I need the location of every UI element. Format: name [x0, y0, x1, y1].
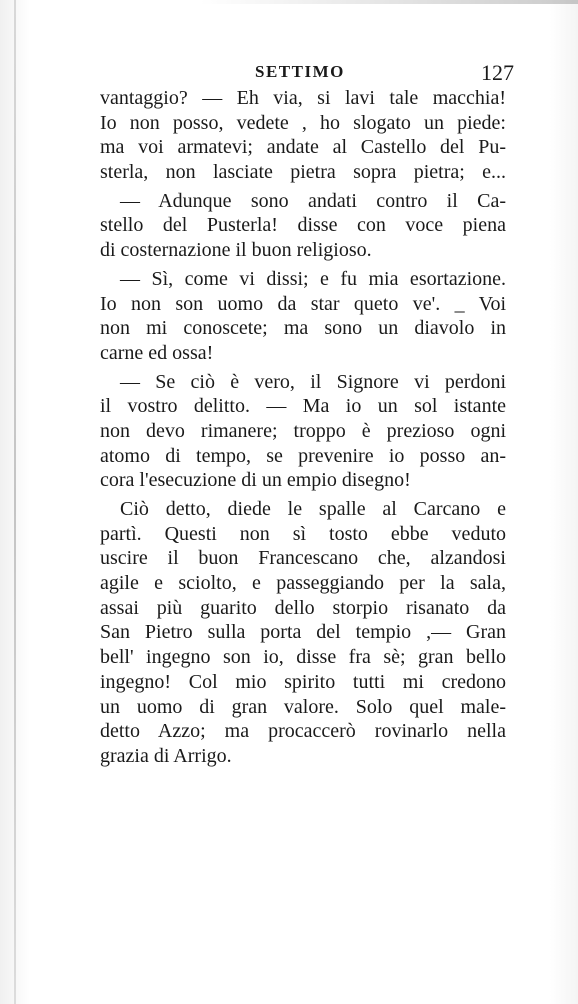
text-line: non devo rimanere; troppo è prezioso ogni	[100, 419, 506, 442]
text-line: assai più guarito dello storpio risanato da	[100, 596, 506, 619]
paragraph	[100, 267, 506, 366]
page-number: 127	[481, 60, 514, 85]
text-line: stello del Pusterla! disse con voce piena	[100, 214, 506, 237]
text-line: non mi conoscete; ma sono un diavolo in	[100, 317, 506, 340]
paragraph	[100, 497, 506, 769]
text-line: vantaggio? — Eh via, si lavi tale macchia!	[100, 87, 506, 109]
paragraph	[100, 86, 506, 185]
text-line: detto Azzo; ma procaccerò rovinarlo nella	[100, 720, 506, 743]
text-line: partì. Questi non sì tosto ebbe veduto	[100, 522, 506, 545]
text-line: uscire il buon Francescano che, alzandosi	[100, 547, 506, 570]
text-line: San Pietro sulla porta del tempio ,— Gran	[100, 621, 506, 644]
text-line: grazia di Arrigo.	[100, 744, 232, 767]
body-text	[100, 86, 506, 773]
text-line: il vostro delitto. — Ma io un sol istante	[100, 395, 506, 418]
text-line: — Sì, come vi dissi; e fu mia esortazione.	[120, 267, 506, 290]
text-line: ingegno! Col mio spirito tutti mi credono	[100, 670, 506, 693]
text-line: — Se ciò è vero, il Signore vi perdoni	[120, 370, 506, 393]
text-line: carne ed ossa!	[100, 341, 214, 364]
page-top-edge	[200, 0, 578, 4]
paragraph	[100, 370, 506, 493]
text-line: agile e sciolto, e passeggiando per la sala,	[100, 572, 506, 595]
text-line: di costernazione il buon religioso.	[100, 239, 372, 262]
text-line: un uomo di gran valore. Solo quel male-	[100, 695, 506, 718]
text-line: Ciò detto, diede le spalle al Carcano e	[120, 498, 506, 520]
text-line: bell' ingegno son io, disse fra sè; gran bello	[100, 646, 506, 669]
text-line: Io non posso, vedete , ho slogato un piede:	[100, 111, 506, 134]
page-gutter-shadow	[14, 0, 16, 1004]
page-header	[100, 60, 520, 86]
paragraph	[100, 189, 506, 263]
text-line: sterla, non lasciate pietra sopra pietra; e...	[100, 161, 506, 184]
text-line: cora l'esecuzione di un empio disegno!	[100, 469, 411, 492]
text-line: ma voi armatevi; andate al Castello del Pu-	[100, 136, 506, 159]
text-line: — Adunque sono andati contro il Ca-	[120, 189, 506, 212]
running-head: SETTIMO	[255, 62, 345, 81]
text-line: atomo di tempo, se prevenire io posso an-	[100, 444, 506, 467]
text-line: Io non son uomo da star queto ve'. _ Voi	[100, 292, 506, 315]
